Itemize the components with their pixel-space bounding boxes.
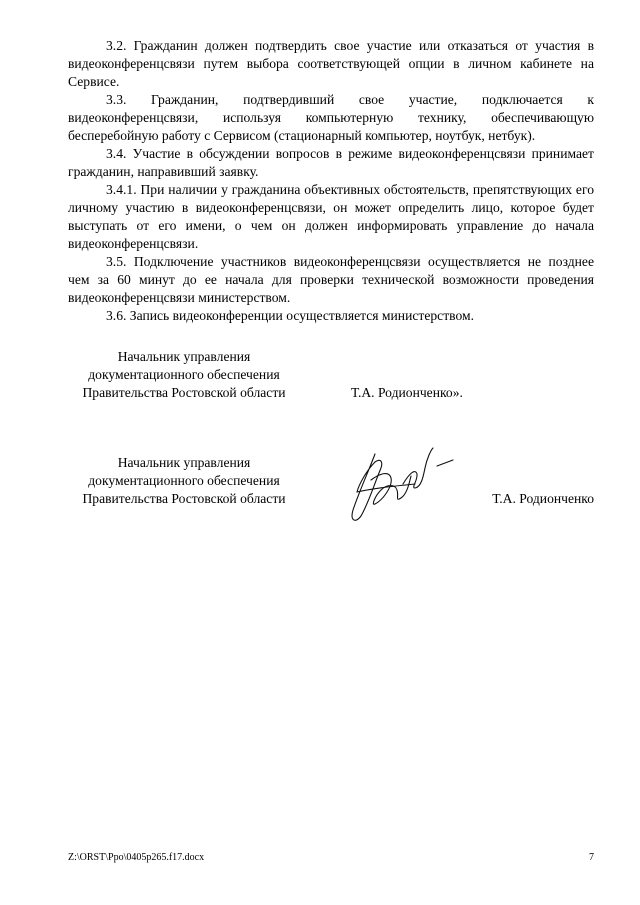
- signatory-name: Т.А. Родионченко: [492, 491, 594, 506]
- signatory-title: [68, 454, 300, 508]
- handwritten-signature: [345, 440, 457, 530]
- signature-block-appendix: [68, 348, 594, 404]
- paragraph-3-5: 3.5. Подключение участников видеоконференцсвязи осуществляется не позднее чем за 60 минут до ее начала для проверки технической возможности проведения видеоконференцсвязи министерством.: [68, 254, 594, 305]
- signatory-title-line: Начальник управления: [117, 349, 251, 364]
- signatory-title-line: Правительства Ростовской области: [82, 385, 286, 400]
- file-path: Z:\ORST\Ppo\0405p265.f17.docx: [68, 852, 205, 863]
- paragraph-3-4: 3.4. Участие в обсуждении вопросов в режиме видеоконференцсвязи принимает гражданин, направивший заявку.: [68, 146, 594, 179]
- page-number: 7: [589, 852, 594, 863]
- signatory-name: Т.А. Родионченко».: [351, 385, 463, 400]
- paragraph-3-4-1: 3.4.1. При наличии у гражданина объективных обстоятельств, препятствующих его личному участию в видеоконференцсвязи, он может определить лицо, которое будет выступать от его имени, о чем он должен информировать управление до начала видеоконференцсвязи.: [68, 182, 594, 251]
- signatory-title-line: Правительства Ростовской области: [82, 491, 286, 506]
- signatory-title-line: документационного обеспечения: [88, 367, 280, 382]
- signatory-title-line: документационного обеспечения: [88, 473, 280, 488]
- signatory-title: [68, 348, 300, 402]
- document-body: [68, 37, 594, 325]
- paragraph-3-2: 3.2. Гражданин должен подтвердить свое участие или отказаться от участия в видеоконференцсвязи путем выбора соответствующей опции в личном кабинете на Сервисе.: [68, 38, 594, 89]
- signatory-title-line: Начальник управления: [117, 455, 251, 470]
- paragraph-3-3: 3.3. Гражданин, подтвердивший свое участие, подключается к видеоконференцсвязи, используя компьютерную технику, обеспечивающую бесперебойную работу с Сервисом (стационарный компьютер, ноутбук, нетбук).: [68, 92, 594, 143]
- signature-block-signed: [68, 454, 594, 514]
- paragraph-3-6: 3.6. Запись видеоконференции осуществляется министерством.: [106, 308, 474, 323]
